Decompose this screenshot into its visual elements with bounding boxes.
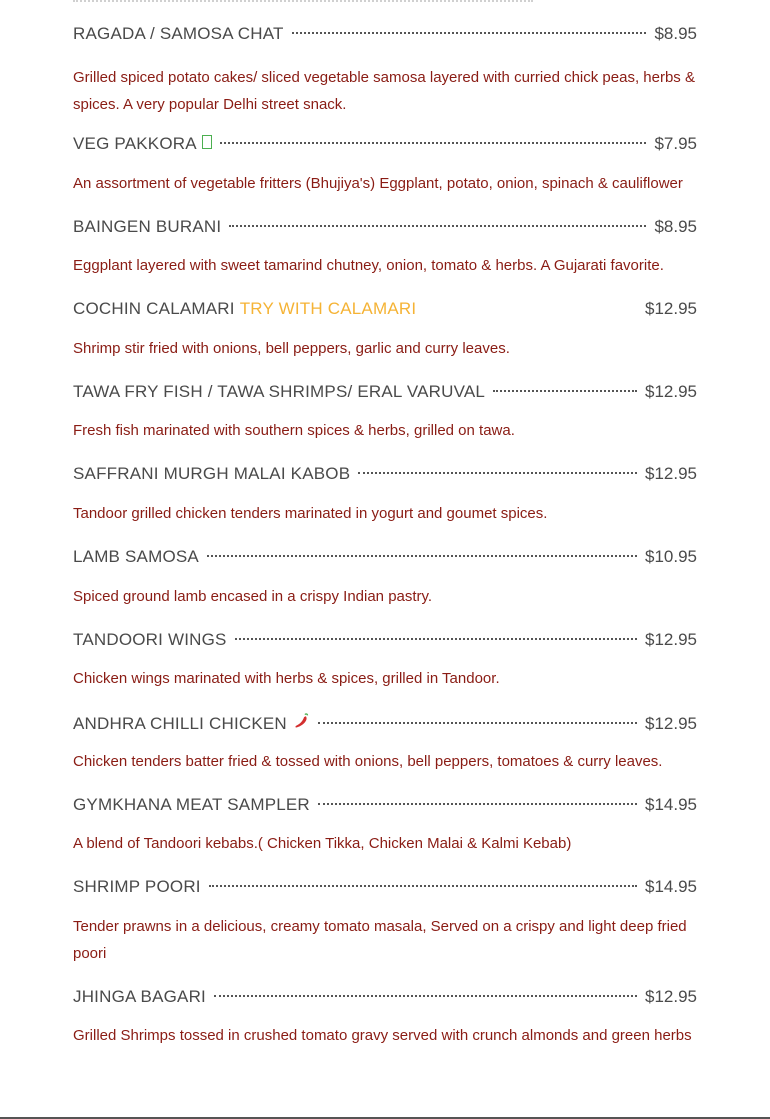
item-description: Grilled Shrimps tossed in crushed tomato gravy served with crunch almonds and green herbs xyxy=(73,1027,692,1044)
menu-item xyxy=(73,464,697,527)
item-price: $12.95 xyxy=(645,630,697,649)
item-description: Shrimp stir fried with onions, bell peppers, garlic and curry leaves. xyxy=(73,340,510,357)
item-price: $14.95 xyxy=(645,795,697,814)
veg-icon xyxy=(202,135,212,149)
top-dotted-divider xyxy=(73,0,533,4)
item-name: VEG PAKKORA xyxy=(73,134,197,153)
menu-item-header xyxy=(73,987,697,1009)
menu-item xyxy=(73,547,697,610)
item-name: RAGADA / SAMOSA CHAT xyxy=(73,24,284,43)
menu-item-header xyxy=(73,877,697,899)
item-name: TAWA FRY FISH / TAWA SHRIMPS/ ERAL VARUVAL xyxy=(73,382,486,401)
menu-item-header xyxy=(73,217,697,239)
item-price: $8.95 xyxy=(654,217,697,236)
item-description: Tandoor grilled chicken tenders marinated in yogurt and goumet spices. xyxy=(73,505,548,522)
item-price: $14.95 xyxy=(645,877,697,896)
dotted-leader xyxy=(235,638,637,640)
item-description: Grilled spiced potato cakes/ sliced vegetable samosa layered with curried chick peas, herbs & spices. A very popular Delhi street snack. xyxy=(73,69,695,113)
menu-item xyxy=(73,24,697,118)
item-description: Tender prawns in a delicious, creamy tomato masala, Served on a crispy and light deep fried poori xyxy=(73,918,687,962)
dotted-leader xyxy=(318,722,637,724)
menu-item xyxy=(73,134,697,197)
dotted-leader xyxy=(292,32,647,34)
item-price: $12.95 xyxy=(645,714,697,733)
item-description: An assortment of vegetable fritters (Bhujiya's) Eggplant, potato, onion, spinach & cauliflower xyxy=(73,175,683,192)
item-tag: TRY WITH CALAMARI xyxy=(239,299,417,318)
item-name: ANDHRA CHILLI CHICKEN xyxy=(73,714,287,733)
item-name: LAMB SAMOSA xyxy=(73,547,199,566)
dotted-leader xyxy=(220,142,647,144)
menu-item xyxy=(73,795,697,857)
item-name: TANDOORI WINGS xyxy=(73,630,227,649)
dotted-leader xyxy=(214,995,637,997)
item-description: Fresh fish marinated with southern spices & herbs, grilled on tawa. xyxy=(73,422,515,439)
item-price: $12.95 xyxy=(645,382,697,401)
menu-item xyxy=(73,382,697,444)
menu-item-header xyxy=(73,547,697,569)
menu-item xyxy=(73,877,697,967)
item-name: COCHIN CALAMARI xyxy=(73,299,235,318)
dotted-leader xyxy=(229,225,646,227)
item-description: Chicken wings marinated with herbs & spices, grilled in Tandoor. xyxy=(73,670,500,687)
item-name: SHRIMP POORI xyxy=(73,877,201,896)
menu-item-header xyxy=(73,134,697,156)
item-price: $8.95 xyxy=(654,24,697,43)
item-price: $12.95 xyxy=(645,299,697,318)
item-price: $12.95 xyxy=(645,464,697,483)
menu-item xyxy=(73,630,697,692)
item-price: $12.95 xyxy=(645,987,697,1006)
item-description: A blend of Tandoori kebabs.( Chicken Tikka, Chicken Malai & Kalmi Kebab) xyxy=(73,835,572,852)
menu-item xyxy=(73,299,697,362)
item-name: BAINGEN BURANI xyxy=(73,217,222,236)
item-name: SAFFRANI MURGH MALAI KABOB xyxy=(73,464,351,483)
item-name: GYMKHANA MEAT SAMPLER xyxy=(73,795,310,814)
menu-item-header xyxy=(73,24,697,46)
dotted-leader xyxy=(209,885,637,887)
item-price: $10.95 xyxy=(645,547,697,566)
menu-item-header xyxy=(73,712,697,734)
menu-item xyxy=(73,217,697,279)
dotted-leader xyxy=(207,555,637,557)
dotted-leader xyxy=(358,472,637,474)
dotted-leader xyxy=(318,803,637,805)
item-description: Eggplant layered with sweet tamarind chutney, onion, tomato & herbs. A Gujarati favorite. xyxy=(73,257,664,274)
menu-item-header xyxy=(73,382,697,404)
item-description: Chicken tenders batter fried & tossed with onions, bell peppers, tomatoes & curry leaves. xyxy=(73,753,663,770)
menu-item-header xyxy=(73,464,697,486)
menu-item xyxy=(73,712,697,775)
menu-item-header xyxy=(73,630,697,652)
item-description: Spiced ground lamb encased in a crispy Indian pastry. xyxy=(73,588,433,605)
menu-item-header xyxy=(73,299,697,321)
chili-pepper-icon xyxy=(293,712,310,729)
item-name: JHINGA BAGARI xyxy=(73,987,206,1006)
dotted-leader xyxy=(493,390,637,392)
item-price: $7.95 xyxy=(654,134,697,153)
menu-item-header xyxy=(73,795,697,817)
menu-item xyxy=(73,987,697,1049)
